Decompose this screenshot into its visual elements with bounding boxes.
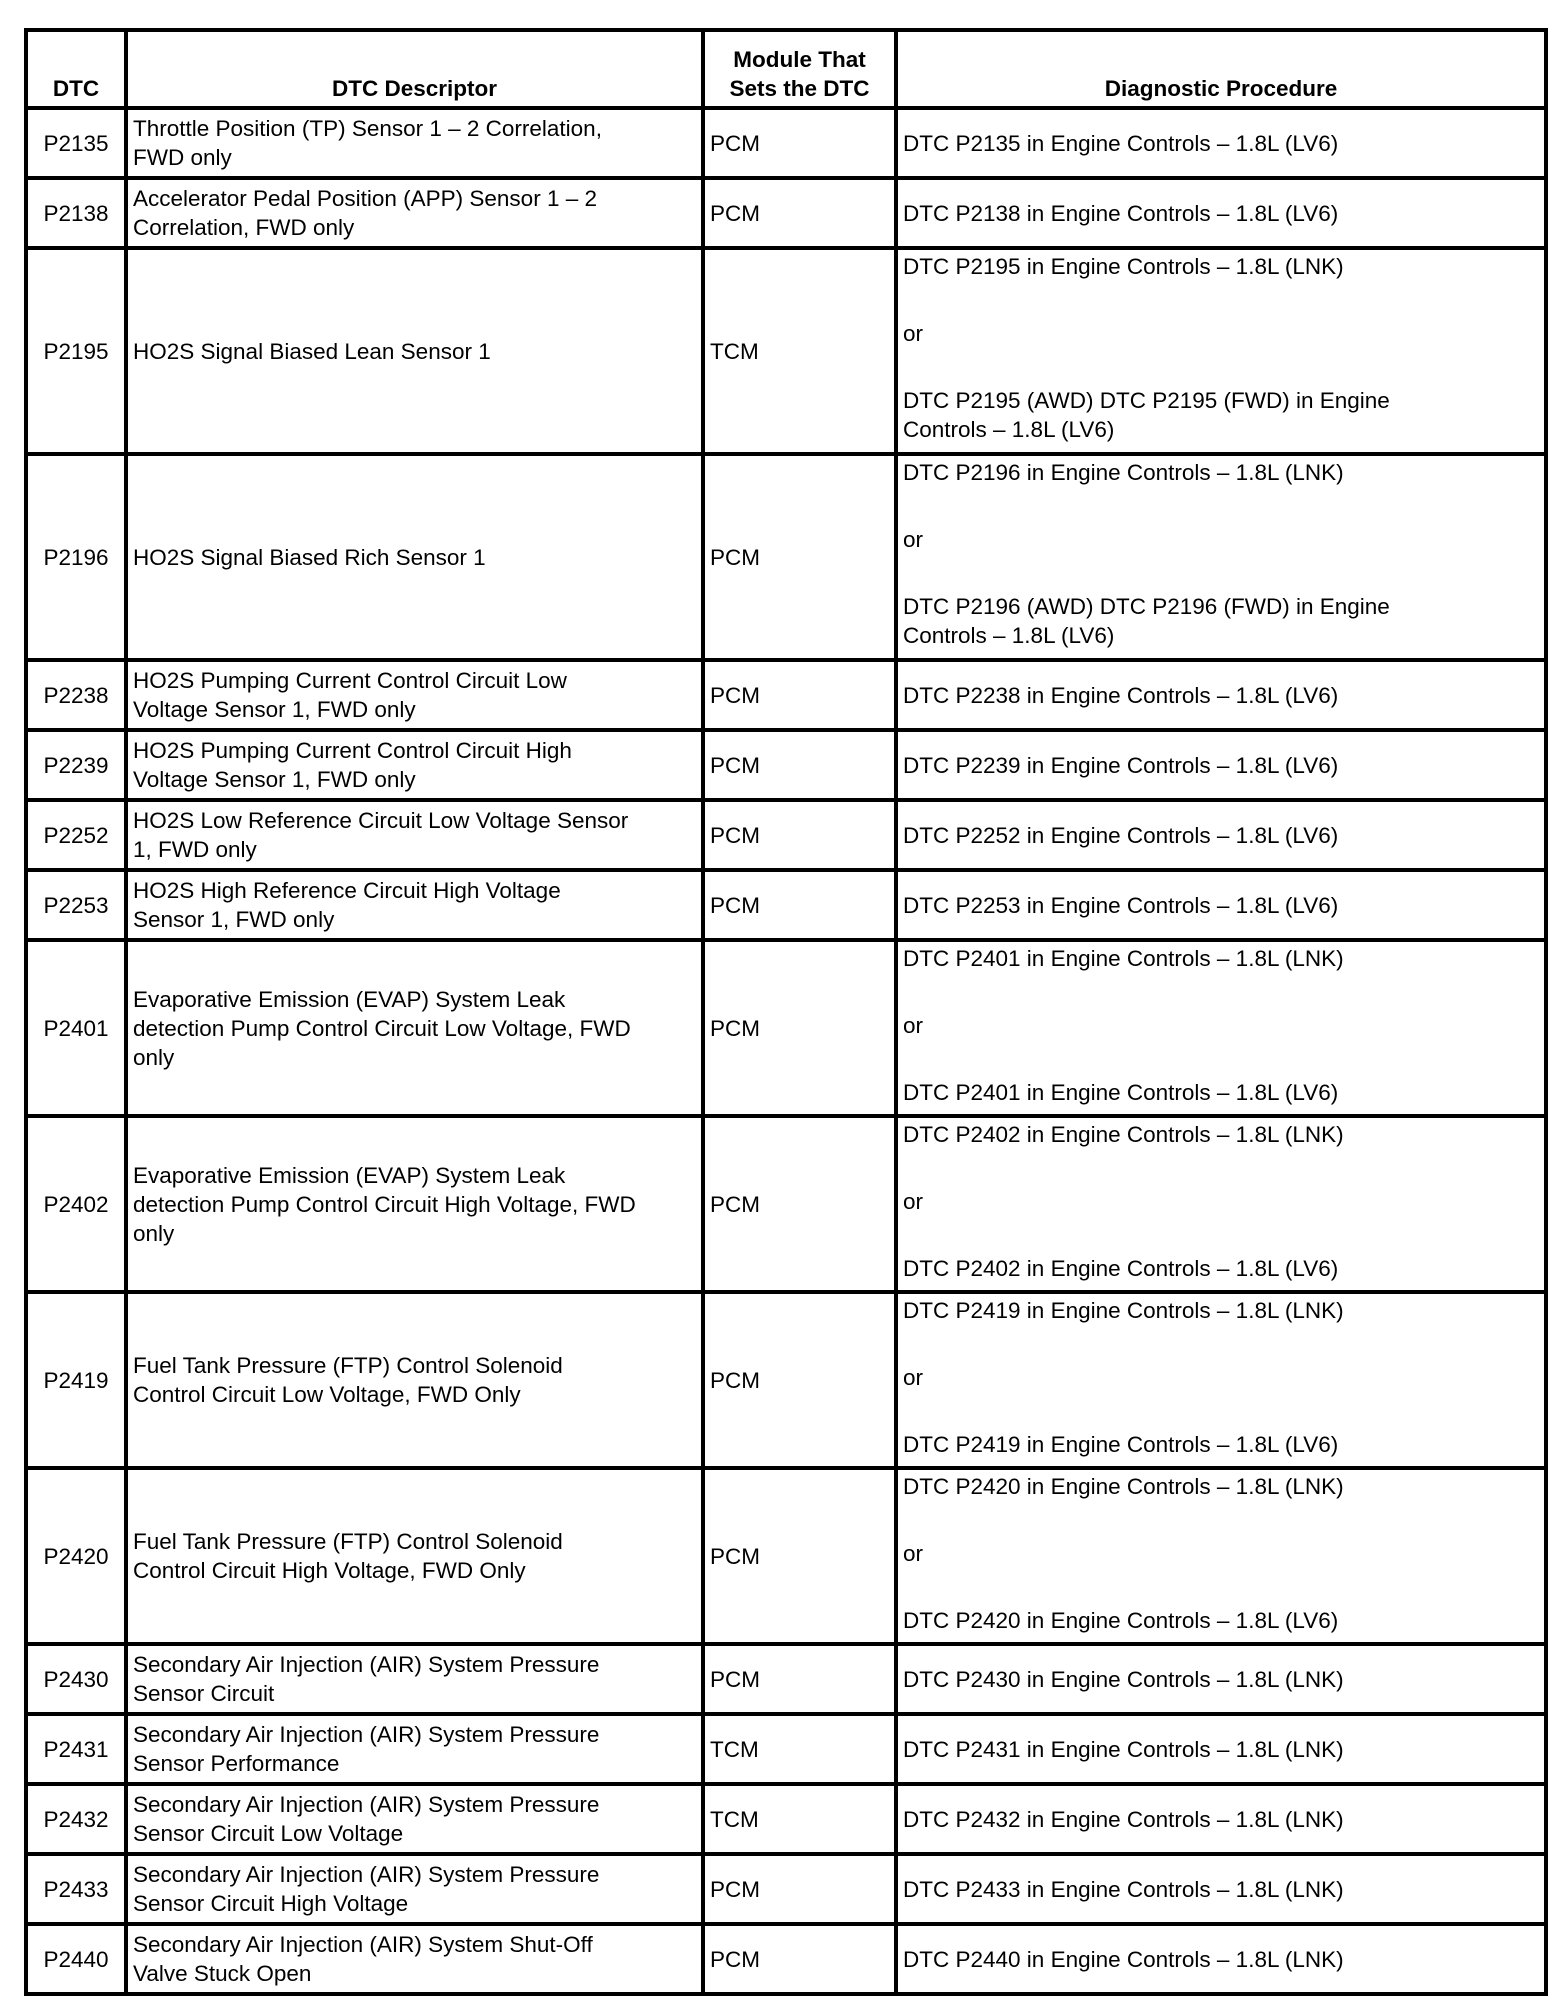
diagnostic-procedure-cell: [896, 1644, 1546, 1714]
dtc-code-cell: P2252: [26, 800, 126, 870]
procedure-or-text: or: [903, 1013, 924, 1038]
procedure-link-text: DTC P2402 in Engine Controls – 1.8L (LV6): [903, 1256, 1339, 1281]
dtc-descriptor-cell: Secondary Air Injection (AIR) System Pressure Sensor Circuit High Voltage: [126, 1854, 703, 1924]
procedure-or-text: or: [903, 1541, 924, 1566]
module-cell: PCM: [703, 108, 896, 178]
dtc-descriptor-cell: HO2S Signal Biased Lean Sensor 1: [126, 248, 703, 454]
diagnostic-procedure-cell: [896, 800, 1546, 870]
table-row: [26, 1924, 1546, 1994]
table-row: [26, 660, 1546, 730]
dtc-code-cell: P2420: [26, 1468, 126, 1644]
header-dtc: DTC: [26, 30, 126, 108]
diagnostic-procedure-cell: [896, 178, 1546, 248]
procedure-link-text: DTC P2431 in Engine Controls – 1.8L (LNK): [903, 1736, 1344, 1762]
procedure-link-text: DTC P2252 in Engine Controls – 1.8L (LV6): [903, 822, 1339, 848]
procedure-or-text: or: [903, 321, 924, 346]
table-row: [26, 1468, 1546, 1644]
procedure-or-text: or: [903, 527, 924, 552]
procedure-link-text: DTC P2138 in Engine Controls – 1.8L (LV6): [903, 200, 1339, 226]
module-cell: PCM: [703, 454, 896, 660]
dtc-code-cell: P2196: [26, 454, 126, 660]
dtc-descriptor-cell: Fuel Tank Pressure (FTP) Control Solenoid Control Circuit Low Voltage, FWD Only: [126, 1292, 703, 1468]
procedure-link-text: DTC P2402 in Engine Controls – 1.8L (LNK): [903, 1122, 1344, 1147]
dtc-code-cell: P2239: [26, 730, 126, 800]
diagnostic-procedure-cell: [896, 454, 1546, 660]
diagnostic-procedure-cell: [896, 1784, 1546, 1854]
procedure-link-text: DTC P2196 (AWD) DTC P2196 (FWD) in Engine Controls – 1.8L (LV6): [903, 594, 1390, 648]
dtc-descriptor-cell: Fuel Tank Pressure (FTP) Control Solenoid Control Circuit High Voltage, FWD Only: [126, 1468, 703, 1644]
procedure-spacer: [903, 1149, 1539, 1187]
header-descriptor: DTC Descriptor: [126, 30, 703, 108]
dtc-code-cell: P2431: [26, 1714, 126, 1784]
diagnostic-procedure-cell: [896, 1116, 1546, 1292]
diagnostic-procedure-cell: [896, 108, 1546, 178]
dtc-code-cell: P2135: [26, 108, 126, 178]
dtc-code-cell: P2253: [26, 870, 126, 940]
table-row: [26, 1714, 1546, 1784]
module-cell: PCM: [703, 1924, 896, 1994]
dtc-code-cell: P2138: [26, 178, 126, 248]
table-row: [26, 178, 1546, 248]
module-cell: PCM: [703, 800, 896, 870]
procedure-link-text: DTC P2420 in Engine Controls – 1.8L (LNK): [903, 1474, 1344, 1499]
diagnostic-procedure-cell: [896, 1714, 1546, 1784]
diagnostic-procedure-cell: [896, 1854, 1546, 1924]
diagnostic-procedure-cell: [896, 730, 1546, 800]
procedure-link-text: DTC P2239 in Engine Controls – 1.8L (LV6): [903, 752, 1339, 778]
procedure-link-text: DTC P2420 in Engine Controls – 1.8L (LV6): [903, 1608, 1339, 1633]
module-cell: PCM: [703, 870, 896, 940]
procedure-link-text: DTC P2440 in Engine Controls – 1.8L (LNK): [903, 1946, 1344, 1972]
diagnostic-procedure-cell: [896, 870, 1546, 940]
dtc-code-cell: P2430: [26, 1644, 126, 1714]
procedure-spacer: [903, 1325, 1539, 1363]
dtc-table: [24, 28, 1548, 1996]
procedure-link-text: DTC P2196 in Engine Controls – 1.8L (LNK): [903, 460, 1344, 485]
diagnostic-procedure-cell: [896, 248, 1546, 454]
module-cell: PCM: [703, 730, 896, 800]
dtc-code-cell: P2440: [26, 1924, 126, 1994]
table-row: [26, 870, 1546, 940]
procedure-spacer: [903, 487, 1539, 525]
dtc-descriptor-cell: HO2S Pumping Current Control Circuit High Voltage Sensor 1, FWD only: [126, 730, 703, 800]
dtc-code-cell: P2401: [26, 940, 126, 1116]
dtc-descriptor-cell: Secondary Air Injection (AIR) System Shut-Off Valve Stuck Open: [126, 1924, 703, 1994]
procedure-or-text: or: [903, 1189, 924, 1214]
header-procedure: Diagnostic Procedure: [896, 30, 1546, 108]
diagnostic-procedure-cell: [896, 1468, 1546, 1644]
dtc-code-cell: P2419: [26, 1292, 126, 1468]
header-row: [26, 30, 1546, 108]
procedure-spacer: [903, 554, 1539, 592]
procedure-spacer: [903, 1216, 1539, 1254]
dtc-code-cell: P2433: [26, 1854, 126, 1924]
dtc-descriptor-cell: Secondary Air Injection (AIR) System Pressure Sensor Performance: [126, 1714, 703, 1784]
procedure-spacer: [903, 973, 1539, 1011]
procedure-link-text: DTC P2195 in Engine Controls – 1.8L (LNK): [903, 254, 1344, 279]
table-row: [26, 248, 1546, 454]
table-row: [26, 1292, 1546, 1468]
module-cell: PCM: [703, 660, 896, 730]
module-cell: TCM: [703, 1714, 896, 1784]
dtc-descriptor-cell: Accelerator Pedal Position (APP) Sensor 1 – 2 Correlation, FWD only: [126, 178, 703, 248]
module-cell: PCM: [703, 1116, 896, 1292]
table-row: [26, 730, 1546, 800]
diagnostic-procedure-cell: [896, 660, 1546, 730]
dtc-descriptor-cell: Secondary Air Injection (AIR) System Pressure Sensor Circuit Low Voltage: [126, 1784, 703, 1854]
dtc-descriptor-cell: HO2S Low Reference Circuit Low Voltage Sensor 1, FWD only: [126, 800, 703, 870]
procedure-link-text: DTC P2238 in Engine Controls – 1.8L (LV6): [903, 682, 1339, 708]
dtc-descriptor-cell: Throttle Position (TP) Sensor 1 – 2 Correlation, FWD only: [126, 108, 703, 178]
module-cell: PCM: [703, 940, 896, 1116]
dtc-descriptor-cell: HO2S High Reference Circuit High Voltage Sensor 1, FWD only: [126, 870, 703, 940]
procedure-spacer: [903, 1392, 1539, 1430]
table-row: [26, 800, 1546, 870]
procedure-link-text: DTC P2419 in Engine Controls – 1.8L (LV6): [903, 1432, 1339, 1457]
diagnostic-procedure-cell: [896, 1292, 1546, 1468]
table-row: [26, 1854, 1546, 1924]
procedure-link-text: DTC P2401 in Engine Controls – 1.8L (LNK): [903, 946, 1344, 971]
table-body: [26, 108, 1546, 1994]
table-row: [26, 108, 1546, 178]
dtc-code-cell: P2402: [26, 1116, 126, 1292]
table-row: [26, 1784, 1546, 1854]
dtc-descriptor-cell: Evaporative Emission (EVAP) System Leak detection Pump Control Circuit Low Voltage, FWD only: [126, 940, 703, 1116]
procedure-link-text: DTC P2430 in Engine Controls – 1.8L (LNK): [903, 1666, 1344, 1692]
dtc-descriptor-cell: HO2S Pumping Current Control Circuit Low Voltage Sensor 1, FWD only: [126, 660, 703, 730]
module-cell: PCM: [703, 1468, 896, 1644]
procedure-spacer: [903, 348, 1539, 386]
procedure-or-text: or: [903, 1365, 924, 1390]
header-module: Module That Sets the DTC: [703, 30, 896, 108]
module-cell: PCM: [703, 1292, 896, 1468]
module-cell: TCM: [703, 1784, 896, 1854]
dtc-code-cell: P2238: [26, 660, 126, 730]
table-row: [26, 1116, 1546, 1292]
procedure-spacer: [903, 1040, 1539, 1078]
procedure-link-text: DTC P2401 in Engine Controls – 1.8L (LV6): [903, 1080, 1339, 1105]
module-cell: PCM: [703, 1644, 896, 1714]
procedure-link-text: DTC P2419 in Engine Controls – 1.8L (LNK): [903, 1298, 1344, 1323]
dtc-code-cell: P2195: [26, 248, 126, 454]
dtc-descriptor-cell: HO2S Signal Biased Rich Sensor 1: [126, 454, 703, 660]
table-row: [26, 940, 1546, 1116]
procedure-link-text: DTC P2432 in Engine Controls – 1.8L (LNK): [903, 1806, 1344, 1832]
procedure-link-text: DTC P2195 (AWD) DTC P2195 (FWD) in Engine Controls – 1.8L (LV6): [903, 388, 1390, 442]
diagnostic-procedure-cell: [896, 940, 1546, 1116]
diagnostic-procedure-cell: [896, 1924, 1546, 1994]
procedure-link-text: DTC P2433 in Engine Controls – 1.8L (LNK): [903, 1876, 1344, 1902]
procedure-link-text: DTC P2253 in Engine Controls – 1.8L (LV6): [903, 892, 1339, 918]
module-cell: TCM: [703, 248, 896, 454]
dtc-code-cell: P2432: [26, 1784, 126, 1854]
dtc-descriptor-cell: Evaporative Emission (EVAP) System Leak detection Pump Control Circuit High Voltage, FWD only: [126, 1116, 703, 1292]
procedure-spacer: [903, 1568, 1539, 1606]
dtc-descriptor-cell: Secondary Air Injection (AIR) System Pressure Sensor Circuit: [126, 1644, 703, 1714]
table-row: [26, 1644, 1546, 1714]
module-cell: PCM: [703, 1854, 896, 1924]
dtc-document: [24, 28, 1544, 1996]
module-cell: PCM: [703, 178, 896, 248]
procedure-link-text: DTC P2135 in Engine Controls – 1.8L (LV6): [903, 130, 1339, 156]
procedure-spacer: [903, 281, 1539, 319]
procedure-spacer: [903, 1501, 1539, 1539]
table-row: [26, 454, 1546, 660]
